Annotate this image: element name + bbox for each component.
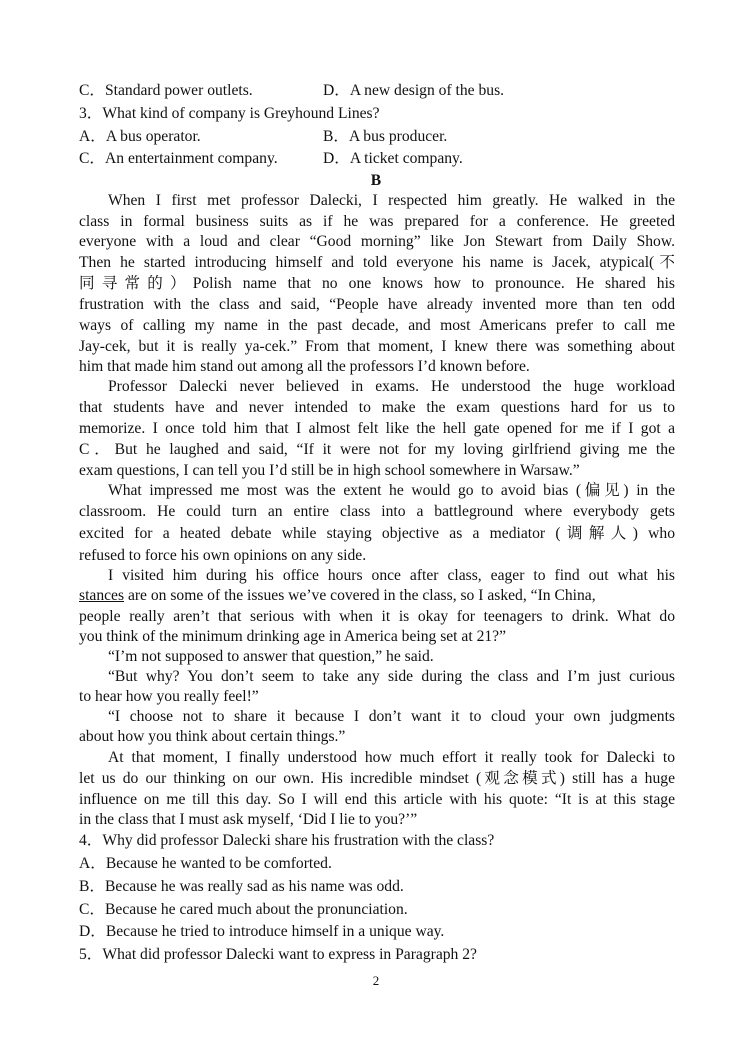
q2-option-d: D．A new design of the bus. [323, 82, 505, 99]
passage-line: “I’m not supposed to answer that question,” he said. [108, 648, 434, 665]
q3-option-d: D．A ticket company. [323, 150, 463, 167]
passage-line: class in formal business suits as if he was prepared for a conference. He greeted [79, 213, 675, 230]
q2-options-cd [79, 80, 675, 101]
q3-option-c: C．An entertainment company. [79, 150, 278, 167]
passage-line: “But why? You don’t seem to take any side during the class and I’m just curious [108, 668, 675, 685]
q3-option-b: B．A bus producer. [323, 128, 448, 145]
section-label: B [370, 172, 382, 189]
passage-line-rest: are on some of the issues we’ve covered in the class, so I asked, “In China, [127, 587, 596, 604]
passage-line: “I choose not to share it because I don’t want it to cloud your own judgments [108, 708, 675, 725]
passage-line: about how you think about certain things.” [79, 728, 346, 745]
passage-line: let us do our thinking on our own. His incredible mindset (观念模式) still has a huge [79, 770, 675, 787]
passage-line: C．But he laughed and said, “If it were not for my loving girlfriend giving me the [79, 441, 675, 458]
q3-options-ab [79, 126, 675, 147]
passage-line: influence on me till this day. So I will end this article with his quote: “It is at this stage [79, 791, 675, 808]
passage-line: in the class that I must ask myself, ‘Did I lie to you?’” [79, 811, 418, 828]
q4-option-d: D．Because he tried to introduce himself in a unique way. [79, 923, 445, 940]
passage-line: memorize. I once told him that I almost felt like the hell gate opened for me if I got a [79, 420, 675, 437]
q3-options-cd [79, 148, 675, 169]
passage-line: you think of the minimum drinking age in America being set at 21?” [79, 628, 507, 645]
passage-line: exam questions, I can tell you I’d still be in high school somewhere in Warsaw.” [79, 462, 580, 479]
passage-line: him that made him stand out among all the professors I’d known before. [79, 358, 530, 375]
q2-option-c: C．Standard power outlets. [79, 82, 253, 99]
passage-line: that students have and never intended to make the exam questions hard for us to [79, 399, 675, 416]
passage-line: everyone with a loud and clear “Good morning” like Jon Stewart from Daily Show. [79, 233, 675, 250]
passage-line: Jay-cek, but it is really ya-cek.” From that moment, I knew there was something about [79, 338, 675, 355]
q4-option-c: C．Because he cared much about the pronunciation. [79, 901, 408, 918]
passage-line: What impressed me most was the extent he would go to avoid bias (偏见) in the [108, 482, 675, 499]
passage-line: excited for a heated debate while staying objective as a mediator (调解人) who [79, 525, 675, 542]
passage-line: frustration with the class and said, “People have already invented more than ten odd [79, 296, 675, 313]
passage-line: At that moment, I finally understood how much effort it really took for Dalecki to [108, 749, 675, 766]
passage-line: 同寻常的）Polish name that no one knows how to pronounce. He shared his [79, 275, 675, 292]
q4-option-a: A．Because he wanted to be comforted. [79, 855, 332, 872]
q3-option-a: A．A bus operator. [79, 128, 201, 145]
passage-line: people really aren’t that serious with when it is okay for teenagers to drink. What do [79, 608, 675, 625]
passage-line: to hear how you really feel!” [79, 688, 259, 705]
underlined-word: stances [79, 587, 125, 604]
passage-line: classroom. He could turn an entire class into a battleground where everybody gets [79, 503, 675, 520]
passage-line-stances [79, 585, 675, 606]
q4-question: 4．Why did professor Dalecki share his frustration with the class? [79, 832, 495, 849]
passage-line: When I first met professor Dalecki, I respected him greatly. He walked in the [108, 192, 675, 209]
passage-line: refused to force his own opinions on any side. [79, 547, 367, 564]
page-number: 2 [372, 973, 380, 988]
passage-line: ways of calling my name in the past decade, and most Americans prefer to call me [79, 317, 675, 334]
q4-option-b: B．Because he was really sad as his name was odd. [79, 878, 404, 895]
passage-line: I visited him during his office hours once after class, eager to find out what his [108, 567, 675, 584]
q3-question: 3．What kind of company is Greyhound Lines? [79, 105, 380, 122]
passage-line: Then he started introducing himself and told everyone his name is Jacek, atypical(不 [79, 254, 675, 271]
passage-line: Professor Dalecki never believed in exams. He understood the huge workload [108, 378, 675, 395]
q5-question: 5．What did professor Dalecki want to express in Paragraph 2? [79, 946, 477, 963]
